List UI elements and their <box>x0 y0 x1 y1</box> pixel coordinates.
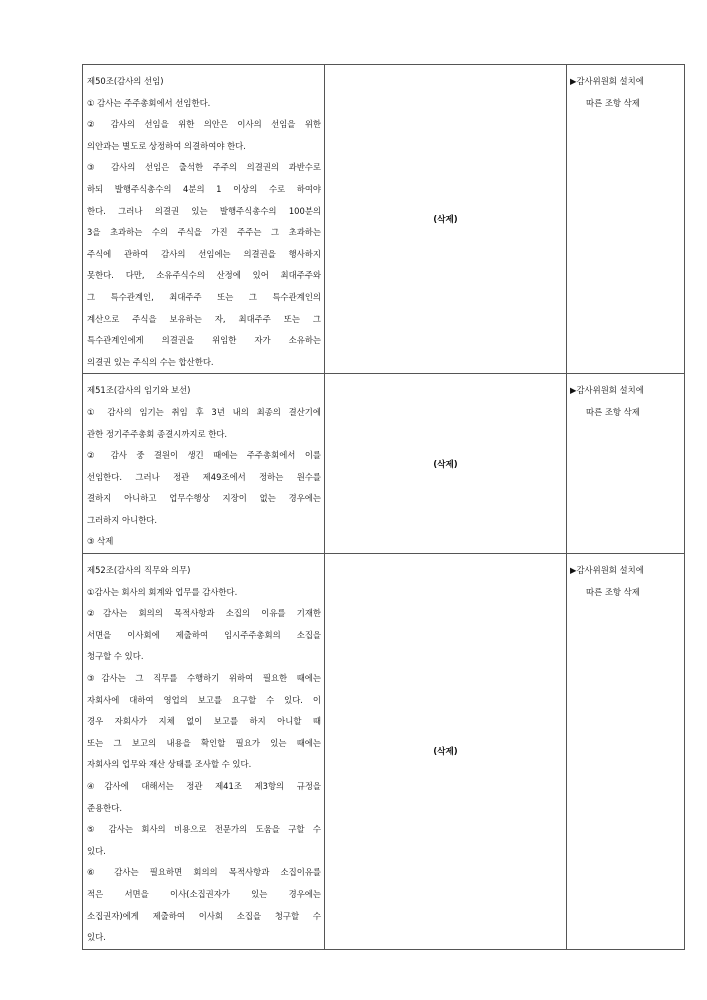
article-text-line: ②감사는 회의의 목적사항과 소집의 이유를 기재한 <box>87 608 321 619</box>
article-heading: 제52조(감사의 직무와 의무) <box>87 565 191 576</box>
article-text-line: ③ 삭제 <box>87 536 114 547</box>
article-text-line: 주식에 관하여 감사의 선임에는 의결권을 행사하지 <box>87 248 321 259</box>
deleted-label: (삭제) <box>433 215 458 226</box>
article-text-line: ⑤ 감사는 회사의 비용으로 전문가의 도움을 구할 수 <box>87 824 321 835</box>
article-text-line: 의결권 있는 주식의 수는 합산한다. <box>87 356 214 367</box>
article-text-line: 그 특수관계인, 최대주주 또는 그 특수관계인의 <box>87 291 321 302</box>
article-text-line: 3을 초과하는 수의 주식을 가진 주주는 그 초과하는 <box>87 227 321 238</box>
article-text-line: 자회사의 업무와 재산 상태를 조사할 수 있다. <box>87 759 252 770</box>
article-text-line: 한다. 그러나 의결권 있는 발행주식총수의 100분의 <box>87 205 321 216</box>
remarks-cell <box>567 374 685 554</box>
remark-line: ▶감사위원회 설치에 <box>570 76 644 86</box>
remark-line: 따른 조항 삭제 <box>586 97 640 108</box>
remarks-cell <box>567 554 685 950</box>
article-text-line: 자회사에 대하여 영업의 보고를 요구할 수 있다. 이 <box>87 694 321 705</box>
remark-line: ▶감사위원회 설치에 <box>570 565 644 576</box>
article-text-line: 있다. <box>87 845 106 856</box>
article-text-line: 경우 자회사가 지체 없이 보고를 하지 아니할 때 <box>87 716 321 727</box>
old-article-cell <box>83 554 325 950</box>
article-heading: 제50조(감사의 선임) <box>87 76 164 86</box>
article-text-line: 서면을 이사회에 제출하여 임시주주총회의 소집을 <box>87 629 321 640</box>
article-text-line: 그러하지 아니한다. <box>87 514 158 525</box>
remark-line: 따른 조항 삭제 <box>586 586 640 597</box>
article-heading: 제51조(감사의 임기와 보선) <box>87 385 191 396</box>
article-text-line: 청구할 수 있다. <box>87 651 144 662</box>
article-text-line: ① 감사는 주주총회에서 선임한다. <box>87 97 211 108</box>
old-article-cell <box>83 374 325 554</box>
article-text-line: ⑥ 감사는 필요하면 회의의 목적사항과 소집이유를 <box>87 867 321 878</box>
new-article-cell <box>325 65 567 374</box>
article-text-line: 소집권자)에게 제출하여 이사회 소집을 청구할 수 <box>87 910 321 921</box>
article-text-line: 있다. <box>87 932 106 943</box>
deleted-label: (삭제) <box>433 459 458 470</box>
article-text-line: ①감사는 회사의 회계와 업무를 감사한다. <box>87 586 238 597</box>
table-row <box>83 65 685 374</box>
article-text-line: ③감사는 그 직무를 수행하기 위하여 필요한 때에는 <box>87 673 321 684</box>
article-text-line: 적은 서면을 이사(소집권자가 있는 경우에는 <box>87 888 321 899</box>
table-row <box>83 554 685 950</box>
article-text-line: 또는 그 보고의 내용을 확인할 필요가 있는 때에는 <box>87 737 321 748</box>
article-text-line: ④감사에 대해서는 정관 제41조 제3항의 규정을 <box>87 781 321 791</box>
article-text-line: ② 감사 중 결원이 생긴 때에는 주주총회에서 이를 <box>87 450 321 461</box>
old-article-cell <box>83 65 325 374</box>
article-text-line: ② 감사의 선임을 위한 의안은 이사의 선임을 위한 <box>87 119 321 130</box>
remark-line: ▶감사위원회 설치에 <box>570 385 644 396</box>
remarks-cell <box>567 65 685 374</box>
article-text-line: 특수관계인에게 의결권을 위임한 자가 소유하는 <box>87 335 321 346</box>
article-text-line: 의안과는 별도로 상정하여 의결하여야 한다. <box>87 140 246 151</box>
article-text-line: 못한다. 다만, 소유주식수의 산정에 있어 최대주주와 <box>87 270 321 281</box>
new-article-cell <box>325 374 567 554</box>
article-text-line: 선임한다. 그러나 정관 제49조에서 정하는 원수를 <box>87 471 321 482</box>
table-row <box>83 374 685 554</box>
amendment-table <box>82 64 685 950</box>
new-article-cell <box>325 554 567 950</box>
remark-line: 따른 조항 삭제 <box>586 406 640 417</box>
deleted-label: (삭제) <box>433 747 458 758</box>
article-text-line: 준용한다. <box>87 802 123 813</box>
article-text-line: 하되 발행주식총수의 4분의 1 이상의 수로 하여야 <box>87 183 321 194</box>
article-text-line: 결하지 아니하고 업무수행상 지장이 없는 경우에는 <box>87 493 321 504</box>
article-text-line: 관한 정기주주총회 종결시까지로 한다. <box>87 428 228 439</box>
article-text-line: ③ 감사의 선임은 출석한 주주의 의결권의 과반수로 <box>87 162 321 173</box>
article-text-line: ① 감사의 임기는 취임 후 3년 내의 최종의 결산기에 <box>87 406 321 417</box>
article-text-line: 계산으로 주식을 보유하는 자, 최대주주 또는 그 <box>87 313 321 324</box>
